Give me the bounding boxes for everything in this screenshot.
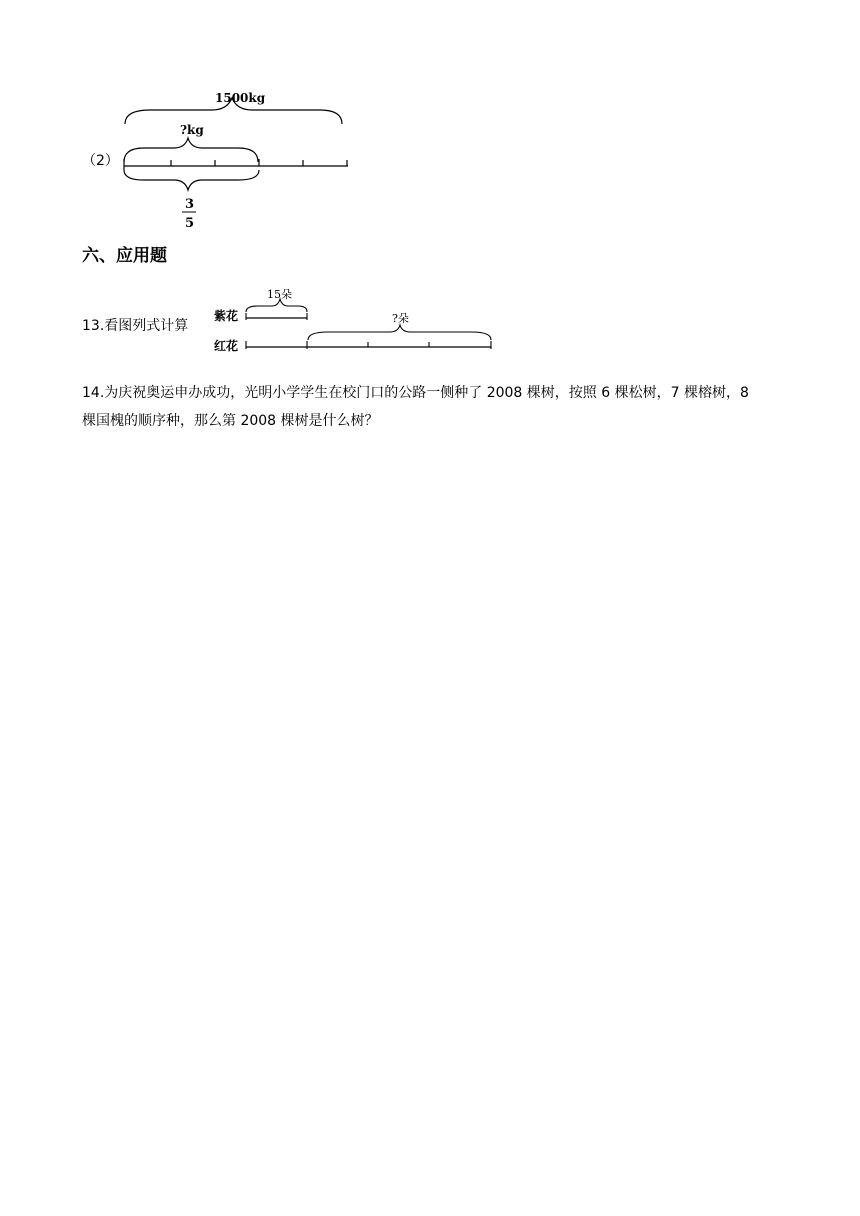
part-brace (124, 138, 258, 162)
fraction-brace (124, 170, 259, 190)
section-title: 六、应用题 (82, 246, 167, 266)
figure-2-diagram (110, 84, 360, 234)
fraction-numerator: 3 (185, 197, 195, 212)
part-label: ?kg (180, 123, 204, 137)
question-14-text (82, 379, 782, 435)
fraction-denominator: 5 (185, 216, 195, 231)
purple-value: 15朵 (267, 288, 292, 301)
question-13-diagram (210, 284, 500, 356)
purple-flower-label: 紫花 (214, 309, 239, 323)
red-question-label: ?朵 (392, 312, 409, 325)
question-13-text: 13.看图列式计算 (82, 318, 189, 334)
figure-2-label: （2） (82, 153, 119, 169)
red-question-brace (308, 325, 491, 340)
question-14-line-1: 14.为庆祝奥运申办成功，光明小学学生在校门口的公路一侧种了 2008 棵树，按照 6 棵松树，7 棵榕树，8 (82, 385, 749, 401)
total-label: 1500kg (215, 91, 266, 105)
question-14-line-2: 棵国槐的顺序种，那么第 2008 棵树是什么树？ (82, 413, 379, 429)
red-flower-label: 红花 (214, 339, 239, 353)
